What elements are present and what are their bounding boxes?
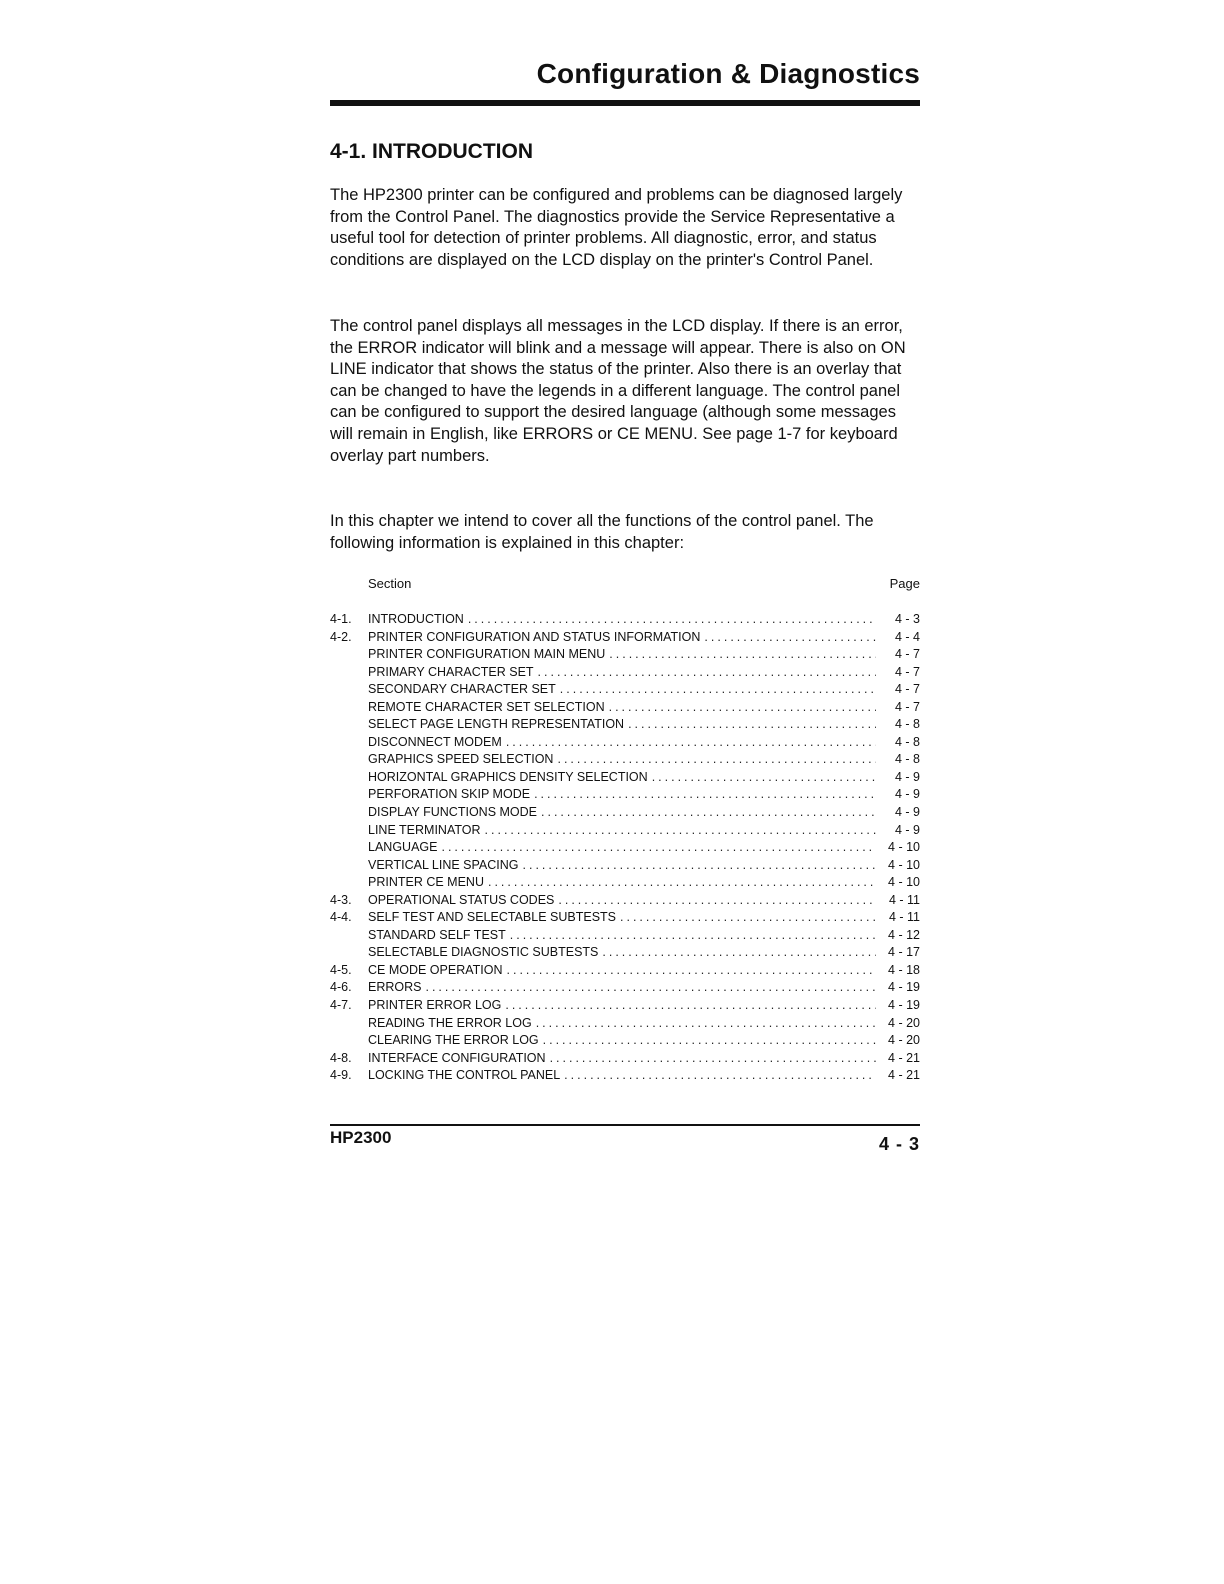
toc-dot-leader xyxy=(564,1068,876,1082)
toc-entry-page: 4 - 7 xyxy=(894,699,920,714)
toc-dot-leader xyxy=(602,945,876,959)
toc-dot-leader xyxy=(560,682,876,696)
toc-dot-leader xyxy=(485,823,876,837)
toc-entry xyxy=(330,945,920,963)
toc-entry xyxy=(330,770,920,788)
toc-entry-page: 4 - 18 xyxy=(888,962,920,977)
toc-entry-title: LINE TERMINATOR xyxy=(368,822,481,837)
toc-entry-title: REMOTE CHARACTER SET SELECTION xyxy=(368,699,605,714)
toc-dot-leader xyxy=(534,787,876,801)
toc-entry xyxy=(330,805,920,823)
toc-entry-page: 4 - 8 xyxy=(894,717,920,732)
toc-entry-number: 4-7. xyxy=(330,998,352,1013)
toc-entry xyxy=(330,875,920,893)
toc-dot-leader xyxy=(550,1051,876,1065)
toc-entry xyxy=(330,787,920,805)
toc-dot-leader xyxy=(523,858,876,872)
toc-entry-title: HORIZONTAL GRAPHICS DENSITY SELECTION xyxy=(368,769,648,784)
toc-entry-page: 4 - 11 xyxy=(888,892,920,907)
toc-dot-leader xyxy=(557,752,876,766)
toc-entry-page: 4 - 7 xyxy=(894,647,920,662)
toc-entry-title: LANGUAGE xyxy=(368,840,438,855)
toc-entry-title: PRIMARY CHARACTER SET xyxy=(368,664,534,679)
chapter-title: Configuration & Diagnostics xyxy=(536,58,920,89)
toc-entry-title: PRINTER CONFIGURATION MAIN MENU xyxy=(368,647,606,662)
toc-entry xyxy=(330,647,920,665)
toc-entry-number: 4-2. xyxy=(330,629,352,644)
toc-dot-leader xyxy=(543,1033,876,1047)
toc-dot-leader xyxy=(628,717,876,731)
toc-entry-number: 4-4. xyxy=(330,910,352,925)
toc-dot-leader xyxy=(536,1016,876,1030)
toc-dot-leader xyxy=(507,963,876,977)
toc-entry-page: 4 - 21 xyxy=(888,1050,920,1065)
toc-entry xyxy=(330,998,920,1016)
toc-dot-leader xyxy=(558,893,876,907)
toc-page-label: Page xyxy=(889,576,920,591)
title-rule xyxy=(330,100,920,106)
toc-entry-title: PERFORATION SKIP MODE xyxy=(368,787,531,802)
toc-entry-page: 4 - 20 xyxy=(888,1033,920,1048)
intro-paragraph-2: The control panel displays all messages in the LCD display. If there is an error, the ERROR indicator will blink and a message will appear. There is also on ON LINE indicator that shows the status of the printer. Also there is an overlay that can be changed to have the legends in a different language. The control panel can be configured to support the desired language (although some messages will remain in English, like ERRORS or CE MENU. See page 1-7 for keyboard overlay part numbers. xyxy=(330,317,906,465)
toc-entry-page: 4 - 8 xyxy=(894,752,920,767)
toc-dot-leader xyxy=(538,665,876,679)
toc-entry-number: 4-9. xyxy=(330,1068,352,1083)
toc-entry xyxy=(330,858,920,876)
toc-entry-page: 4 - 19 xyxy=(888,980,920,995)
toc-entry xyxy=(330,665,920,683)
toc-entry-page: 4 - 19 xyxy=(888,998,920,1013)
toc-entry xyxy=(330,752,920,770)
toc-entry-page: 4 - 10 xyxy=(888,875,920,890)
toc-entry-page: 4 - 10 xyxy=(888,840,920,855)
toc-dot-leader xyxy=(468,612,876,626)
toc-entry-title: SECONDARY CHARACTER SET xyxy=(368,682,556,697)
toc-entry-page: 4 - 12 xyxy=(888,927,920,942)
toc-dot-leader xyxy=(506,735,876,749)
toc-entry xyxy=(330,1033,920,1051)
toc-entry xyxy=(330,840,920,858)
toc-entry-title: INTRODUCTION xyxy=(368,612,464,626)
toc-entry xyxy=(330,682,920,700)
toc-entry xyxy=(330,823,920,841)
footer-page-number: 4 - 3 xyxy=(878,1134,920,1154)
section-heading: 4-1. INTRODUCTION xyxy=(330,140,534,163)
toc-entry-title: READING THE ERROR LOG xyxy=(368,1015,532,1030)
toc-entry xyxy=(330,910,920,928)
toc-entry-page: 4 - 20 xyxy=(888,1015,920,1030)
toc-entry-title: VERTICAL LINE SPACING xyxy=(368,857,519,872)
toc-entry xyxy=(330,735,920,753)
toc-entry-page: 4 - 17 xyxy=(888,945,920,960)
toc-entry-page: 4 - 8 xyxy=(894,734,920,749)
toc-entry xyxy=(330,893,920,911)
toc-dot-leader xyxy=(510,928,876,942)
toc-entry-title: PRINTER ERROR LOG xyxy=(368,998,502,1013)
intro-paragraph-1: The HP2300 printer can be configured and problems can be diagnosed largely from the Control Panel. The diagnostics provide the Service Representative a useful tool for detection of printer problems. All diagnostic, error, and status conditions are displayed on the LCD display on the printer's Control Panel. xyxy=(330,186,903,269)
toc-entry xyxy=(330,630,920,648)
toc-dot-leader xyxy=(505,998,876,1012)
toc-section-label: Section xyxy=(368,576,412,591)
toc-entry xyxy=(330,1016,920,1034)
toc-dot-leader xyxy=(541,805,876,819)
toc-header xyxy=(330,576,920,594)
toc-entry-title: OPERATIONAL STATUS CODES xyxy=(368,892,555,907)
toc-entry-page: 4 - 11 xyxy=(888,910,920,925)
manual-page xyxy=(330,0,920,1584)
toc-entry-title: INTERFACE CONFIGURATION xyxy=(368,1050,546,1065)
toc-entry-title: CE MODE OPERATION xyxy=(368,962,503,977)
toc-entry-title: LOCKING THE CONTROL PANEL xyxy=(368,1068,561,1083)
toc-entry-title: PRINTER CONFIGURATION AND STATUS INFORMATION xyxy=(368,629,701,644)
toc-dot-leader xyxy=(620,910,876,924)
toc-entry-page: 4 - 4 xyxy=(894,629,920,644)
toc-entry-title: SELF TEST AND SELECTABLE SUBTESTS xyxy=(368,910,616,925)
toc-dot-leader xyxy=(609,647,876,661)
footer-product-name: HP2300 xyxy=(330,1128,392,1147)
toc-entry xyxy=(330,612,920,630)
toc-entry xyxy=(330,1068,920,1086)
toc-entry xyxy=(330,1051,920,1069)
toc-entry-page: 4 - 9 xyxy=(894,769,920,784)
toc-entry-page: 4 - 3 xyxy=(894,612,920,626)
toc-entry-title: ERRORS xyxy=(368,980,422,995)
toc-entry-title: PRINTER CE MENU xyxy=(368,875,484,890)
toc-entry-page: 4 - 21 xyxy=(888,1068,920,1083)
intro-paragraph-3: In this chapter we intend to cover all the functions of the control panel. The following information is explained in this chapter: xyxy=(330,512,874,552)
toc-entry-title: CLEARING THE ERROR LOG xyxy=(368,1033,539,1048)
toc-entry-number: 4-8. xyxy=(330,1050,352,1065)
toc-dot-leader xyxy=(704,630,876,644)
toc-dot-leader xyxy=(488,875,876,889)
toc-entry-page: 4 - 10 xyxy=(888,857,920,872)
toc-entry xyxy=(330,980,920,998)
toc-entry-page: 4 - 7 xyxy=(894,682,920,697)
toc-entry-number: 4-5. xyxy=(330,962,352,977)
toc-dot-leader xyxy=(652,770,876,784)
toc-entry-title: GRAPHICS SPEED SELECTION xyxy=(368,752,554,767)
toc-entry-number: 4-1. xyxy=(330,612,352,626)
toc-entry-number: 4-3. xyxy=(330,892,352,907)
toc-entry-title: STANDARD SELF TEST xyxy=(368,927,506,942)
toc-entry-title: SELECTABLE DIAGNOSTIC SUBTESTS xyxy=(368,945,599,960)
toc-entry xyxy=(330,717,920,735)
toc-entry-title: DISCONNECT MODEM xyxy=(368,734,502,749)
toc-entry-title: DISPLAY FUNCTIONS MODE xyxy=(368,805,538,820)
toc-entry xyxy=(330,928,920,946)
toc-entry-page: 4 - 7 xyxy=(894,664,920,679)
footer-rule xyxy=(330,1124,920,1126)
toc-entry-title: SELECT PAGE LENGTH REPRESENTATION xyxy=(368,717,625,732)
toc-entry-number: 4-6. xyxy=(330,980,352,995)
toc-dot-leader xyxy=(609,700,876,714)
toc-dot-leader xyxy=(441,840,876,854)
table-of-contents xyxy=(330,612,920,1086)
toc-entry xyxy=(330,700,920,718)
toc-entry-page: 4 - 9 xyxy=(894,822,920,837)
toc-entry-page: 4 - 9 xyxy=(894,805,920,820)
toc-entry-page: 4 - 9 xyxy=(894,787,920,802)
toc-entry xyxy=(330,963,920,981)
toc-dot-leader xyxy=(425,980,876,994)
